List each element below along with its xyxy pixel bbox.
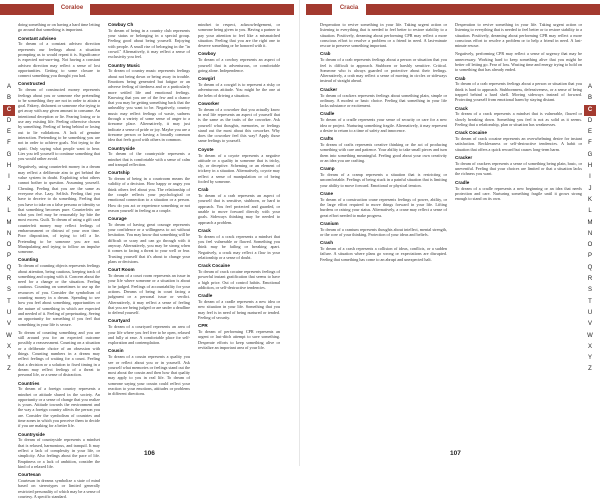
- entry-title: Crab: [198, 187, 209, 193]
- entry-body: To dream of constructed money represents feelings about you or someone else pretending to be something they are not in order to attain a goal. Fakery, dishonest or someone else trying to get away with any given amount to consume. An intentional deception or lie. Fearing losing or to use any existing life. Feeling otherwise chosen by something. Feeling of being behind or losing out to lie validations. A lack of genuine interaction. Pretending to be something you are not in order to achieve goals. Not trying to the spirit. Only saying what people want to hear. Lies you tell yourself to continue something that you would rather avoid.: [18, 87, 100, 162]
- dictionary-entry: [18, 22, 100, 33]
- alphabet-letter-p[interactable]: P: [6, 253, 11, 260]
- dictionary-entry: [198, 51, 280, 73]
- right-page-number: 107: [450, 450, 461, 457]
- alphabet-letter-y[interactable]: Y: [6, 355, 11, 362]
- entry-body: To dream of a courtyard represents an area of your life where you feel free to be open, relaxed and fully at ease. A comfortable place for self-exploration and contemplation.: [108, 324, 190, 346]
- right-alphabet-index: [584, 82, 596, 376]
- entry-title: Cowboy: [198, 51, 216, 57]
- entry-body: Negatively, performing CPR may reflect a sense of urgency that may be unnecessary. Working hard to keep something alive that you might be better off letting go. Fear of loss. Wasting time and energy trying to hold on to something that has already ended.: [455, 51, 582, 73]
- entry-body: To dream of crackers represents feelings about something plain, simple or ordinary. A modest or basic choice. Feeling that something in your life lacks substance or excitement.: [320, 92, 447, 109]
- entry-title: CPR: [198, 323, 208, 329]
- dictionary-entry: [320, 191, 447, 218]
- alphabet-letter-m[interactable]: M: [587, 219, 593, 226]
- dictionary-entry: [455, 76, 582, 103]
- text-column: [18, 22, 100, 499]
- entry-body: To dream of counting something and you are still around you for an expected outcome possibly a reassessment. Counting on a situation or a deliberate choice of an obsession with things. Counting numbers in a dream may reflect feelings of waiting for a count. Feeling that a decision or a solution to fixed timing in a dream may reflect feelings of a threat to personal life, or a sense of distraction.: [18, 329, 100, 378]
- entry-body: To dream of a crash represents a collision of ideas, conflicts, or a sudden failure. A situation where plans go wrong or expectations are disrupted. Feeling that something has come to an abrupt and unexpected halt.: [320, 245, 447, 262]
- text-column: [455, 22, 582, 437]
- entry-body: To dream of a cradle represents a new idea or new situation in your life. Something that you may feel is in need of being nurtured or tended. Feeling of security.: [198, 298, 280, 320]
- alphabet-letter-b[interactable]: B: [6, 95, 11, 102]
- entry-body: To dream of a crack represents a mindset that you feel vulnerable or flawed. Something you think may be failing or breaking apart. Negatively, a crack may reflect a flaw in your relationship or a sense of doubt.: [198, 233, 280, 260]
- alphabet-letter-h[interactable]: H: [587, 163, 593, 170]
- alphabet-letter-u[interactable]: U: [6, 309, 12, 316]
- dictionary-entry: [198, 147, 280, 185]
- dictionary-entry: [198, 76, 280, 98]
- dictionary-entry: [455, 106, 582, 128]
- entry-body: To dream of being in a country club represents your status or belonging in a special group. Feeling good about being yourself. Enjoying with people. A small rise of belonging in the "in crowd." Alternatively, it may reflect a sense of exclusivity you feel.: [108, 27, 190, 60]
- alphabet-letter-p[interactable]: P: [587, 253, 592, 260]
- entry-title: Cracker: [455, 155, 473, 161]
- entry-title: Cradle: [455, 179, 470, 185]
- entry-body: To dream of a cramp represents a situation that is restricting or uncomfortable. Feelings of being stuck in a painful situation that is limiting your ability to move forward. Emotional or physical tension.: [320, 171, 447, 188]
- dictionary-entry: [18, 330, 100, 378]
- entry-title: Courage: [108, 216, 127, 222]
- alphabet-letter-c[interactable]: C: [584, 105, 596, 116]
- entry-body: To dream of crack cocaine represents an overwhelming desire for instant satisfaction. Recklessness or self-destructive tendencies. A habit or situation that offers a quick reward but causes long-term harm.: [455, 136, 582, 152]
- alphabet-letter-e[interactable]: E: [587, 129, 592, 136]
- entry-title: Cradle: [320, 111, 335, 117]
- dictionary-entry: [18, 472, 100, 499]
- dictionary-entry: [455, 155, 582, 177]
- left-header-bar: [0, 4, 294, 15]
- alphabet-letter-q[interactable]: Q: [587, 264, 593, 271]
- alphabet-letter-k[interactable]: K: [6, 196, 11, 203]
- dictionary-entry: [18, 36, 100, 79]
- alphabet-letter-k[interactable]: K: [587, 196, 592, 203]
- dictionary-entry: [198, 187, 280, 225]
- dictionary-entry: [108, 22, 190, 60]
- entry-title: Crack Cocaine: [455, 130, 487, 136]
- entry-title: Cowbuy Ch: [108, 22, 134, 27]
- alphabet-letter-b[interactable]: B: [587, 95, 592, 102]
- alphabet-letter-z[interactable]: Z: [588, 366, 592, 373]
- text-column: [198, 22, 280, 437]
- alphabet-letter-d[interactable]: D: [587, 117, 593, 124]
- entry-body: To dream of a constant adviseo direction represents our feelings about a situation prompting us to would repeat it is. Significance is expected not-sure-ing. Not having a constant adviseo direction may reflect a sense of lost opportunities. Getting to some closure to connect something you thought you had.: [18, 41, 100, 79]
- alphabet-letter-a[interactable]: A: [587, 84, 592, 90]
- entry-body: Desperation to revive something in your life. Taking urgent action or listening to everything that is needed to feel better to restore stability to a situation. Positively, dreaming about performing CPR may reflect a more conscious effort to resolve a problem or a friend in need. A last-minute rescue to preserve something important.: [320, 22, 447, 49]
- alphabet-letter-w[interactable]: W: [6, 332, 12, 339]
- alphabet-letter-v[interactable]: V: [6, 321, 11, 328]
- entry-body: To dream of a crab represents an aspect of yourself that is sensitive, stubborn, or hard to approach. You feel protected and guarded, or unable to move forward directly with your goals. Sideways thinking may be needed to approach a problem.: [198, 193, 280, 225]
- alphabet-letter-h[interactable]: H: [6, 163, 12, 170]
- dictionary-entry: [108, 318, 190, 345]
- text-column: [320, 22, 447, 437]
- dictionary-entry: [320, 87, 447, 109]
- entry-body: To dream of a crab represents feelings about a person or situation that you feel is difficult to approach. Stubborn or harshly sensitive. Critical. Someone who is always guarded or protective about their feelings. Alternatively, a crab may reflect a sense of moving in circles or sideways instead of straight ahead.: [320, 57, 447, 84]
- entry-title: Country Music: [108, 62, 140, 68]
- alphabet-letter-g[interactable]: G: [6, 151, 12, 158]
- entry-body: To dream of a foreign country represents a mindset or attitude shared in the society. An opportunity or a sense of change that you realize is yours. Attitude towards the environment and the way a foreign country affects the person you are. Consider the symbolism of countries and time zones in which you perceive them to decide if you are making for a better life.: [18, 386, 100, 429]
- dictionary-entry: [18, 81, 100, 161]
- alphabet-letter-j[interactable]: J: [7, 185, 11, 192]
- right-header-title: Cracia: [339, 5, 359, 11]
- dictionary-entry: [108, 146, 190, 168]
- entry-body: To dream of a cradle represents your sense of security or care for a new idea or project. Nurturing something fragile. Alternatively, it may represent a desire to return to a time of safety and innocence.: [320, 117, 447, 133]
- entry-body: To dream of a coyote represents a negative attitude or a quality in someone that is tricky, sly, or deceptive. Scheming or an element of trickery in a situation. Alternatively, coyote may reflect a sense of manipulation or of being fooled by someone.: [198, 152, 280, 185]
- alphabet-letter-w[interactable]: W: [587, 332, 593, 339]
- dictionary-entry: [455, 180, 582, 202]
- dictionary-entry: [320, 221, 447, 237]
- alphabet-letter-l[interactable]: L: [7, 208, 11, 215]
- dictionary-entry: [455, 22, 582, 48]
- entry-title: Constant adviseo: [18, 35, 57, 41]
- entry-title: Crack: [455, 105, 468, 111]
- alphabet-letter-z[interactable]: Z: [7, 366, 11, 373]
- entry-title: Cracker: [320, 86, 338, 92]
- alphabet-letter-g[interactable]: G: [587, 151, 593, 158]
- alphabet-letter-o[interactable]: O: [587, 242, 593, 249]
- entry-body: To dream of having great courage represents your confidence or a willingness to act without hesitation. You may know that something will be difficult or scary and can go through with it anyway. Alternatively, you may be strong when it comes to facing a threat to your well or fear. Trusting yourself that it's about to change your plans or decisions.: [108, 221, 191, 264]
- entry-body: To dream of being in a courtroom means the validity of a decision. How happy or angry you think others feel about you. The relationship of the couple reflects your psychological or emotional connection to a situation or a person. How do you act or experience something or not reason yourself in feeling as a couple.: [108, 176, 190, 213]
- dictionary-entry: [198, 293, 280, 320]
- entry-title: Cranium: [320, 220, 339, 226]
- entry-body: To dream of a cousin represents a quality you see or reflect about you or in yourself. Ask yourself what memories or feelings stand out the most about the cousin and then how that quality may apply to you in real life. To dream of someone saying your cousin could reflect your reaction to your emotions, attitudes or problems in different directions.: [108, 354, 190, 397]
- entry-body: To dream of counting objects represents feelings about attention, being cautious, keeping track of something and coping with it. Concern about the need for a change or the situation. Feeling cautious. Counting on sometimes to use up the resources of you. Consider the symbolism of counting money in a dream. Spending to see how you feel about something, opportunities or the nature of something in which are expected and needed of it. Feeling of perpetuating. Seeing an opportunity for something if you feel that something in your life is secure.: [18, 263, 100, 327]
- entry-body: To dream of country music represents feelings about not being down or being away in trouble. Emotions being generated but fatigue or an adverse feeling of tiredness and or a particularly more settled life and emotional feelings. Knowing that you are of the few and a chance that you may be getting something back that the unhealthy you want to be. Negatively, country music may reflect feelings of waste, sadness through a variety of some sense of anger to a tiresome place. Alternatively, it may just indicate a sense of pride or joy. Maybe you are a tiresome person or having a broadly common idea that feels good with others in common.: [108, 68, 190, 143]
- alphabet-letter-v[interactable]: V: [587, 321, 592, 328]
- entry-body: To dream of performing CPR represents an urgent or last-ditch attempt to save something. Desperate efforts to keep something alive or revitalize an important area of your life.: [198, 328, 280, 350]
- dictionary-entry: [108, 63, 190, 143]
- alphabet-letter-l[interactable]: L: [588, 208, 592, 215]
- alphabet-letter-x[interactable]: X: [6, 343, 11, 350]
- alphabet-letter-t[interactable]: T: [588, 298, 592, 305]
- alphabet-letter-u[interactable]: U: [587, 309, 593, 316]
- right-header-tab: [332, 4, 366, 15]
- alphabet-letter-x[interactable]: X: [587, 343, 592, 350]
- alphabet-letter-r[interactable]: R: [587, 276, 593, 283]
- dictionary-entry: [198, 323, 280, 350]
- alphabet-letter-f[interactable]: F: [588, 140, 592, 147]
- dictionary-entry: [455, 51, 582, 72]
- entry-title: Countryside: [108, 145, 135, 151]
- entry-body: To dream of a crab represents feelings about a person or situation that you think is hard to approach. Stubbornness, defensiveness, or a sense of being trapped behind a hard shell. Moving sideways instead of forward. Protecting yourself from emotional harm by staying distant.: [455, 81, 582, 103]
- entry-body: Negatively, using counterfeit money in a dream may reflect a deliberate aim to get behind the value system in doubt. Exploiting what others cannot bother to question. Assuming yourself. Cheating. Feeling that you are the same as everyone else. Lazy. Selfish. Feeling that you have to deceive to do something. Feeling that you have to take on a false persona or identity so that something becomes pure. Counterfeits are what you feel may be reasonably lay bite the most excess. Guilt. To dream of using a gift card counterfeit money may reflect feelings of embarrassment or distrust of your own time. Poor disposition, of trying to tell a lie. Pretending to be someone you are not. Manipulating and trying to follow an impulse someone.: [18, 164, 100, 255]
- alphabet-letter-j[interactable]: J: [588, 185, 592, 192]
- entry-body: To dream of a cowboy represents an aspect of yourself that is adventurous, or comfortable going alone. Independence.: [198, 57, 280, 73]
- right-columns: [320, 22, 582, 437]
- alphabet-letter-i[interactable]: I: [589, 174, 591, 181]
- entry-body: To dream of crackers represents a sense of something being plain, basic, or uneventful. Feeling that your choices are limited or that a situation lacks the richness you want.: [455, 160, 582, 177]
- entry-title: Court Room: [108, 267, 135, 273]
- entry-body: To dream of a construction crane represents feelings of power, ability, or the large effort required to move things forward in your life. Lifting burdens or raising your status. Alternatively, a crane may reflect a sense of great effort needed to make progress.: [320, 196, 447, 218]
- dictionary-entry: [18, 381, 100, 429]
- dictionary-entry: [320, 136, 447, 163]
- alphabet-letter-o[interactable]: O: [6, 242, 12, 249]
- entry-body: To dream of crafts represents creative thinking or the act of producing something with care and patience. Your ability to take small pieces and turn them into something meaningful. Feeling good about your own creativity or an idea you are crafting.: [320, 141, 447, 163]
- dictionary-entry: [198, 263, 280, 290]
- left-alphabet-index: [3, 82, 15, 376]
- entry-title: Countryside: [18, 431, 45, 437]
- entry-title: Countries: [18, 380, 40, 386]
- entry-body: To dream of countryside represents a mindset that is relaxed, harmonious, and tranquil. It may reflect a lack of complexity in your life, or simplicity. Also feelings about the pace of life. Emptiness or a lack of ambition, consider the kind of a relaxed life.: [18, 437, 100, 469]
- alphabet-letter-y[interactable]: Y: [587, 355, 592, 362]
- dictionary-entry: [18, 432, 100, 470]
- left-page-number: 106: [144, 450, 155, 457]
- alphabet-letter-t[interactable]: T: [7, 298, 11, 305]
- dictionary-entry: [320, 51, 447, 83]
- dictionary-entry: [455, 130, 582, 152]
- alphabet-letter-n[interactable]: N: [587, 230, 593, 237]
- entry-title: Crab: [320, 51, 331, 57]
- entry-title: Crane: [320, 190, 334, 196]
- left-header-tab: [54, 4, 90, 15]
- entry-body: To dream of the countryside represents a mindset that is comfortable with a sense of calm and tranquil reflection.: [108, 151, 190, 167]
- alphabet-letter-m[interactable]: M: [6, 219, 12, 226]
- alphabet-letter-d[interactable]: D: [6, 117, 12, 124]
- entry-title: Cradle: [198, 293, 213, 299]
- alphabet-letter-a[interactable]: A: [6, 84, 11, 90]
- entry-body: Desperation to revive something in your life. Taking urgent action or listening to everything that is needed to feel better or to restore stability to a situation. Positively, dreaming about performing CPR may reflect a more conscious effort to resolve a problem or to help a friend in need. A last-minute rescue.: [455, 22, 582, 49]
- entry-title: Coworker: [198, 100, 220, 106]
- entry-title: Courtyard: [108, 318, 130, 324]
- right-header-bar: [306, 4, 600, 15]
- dictionary-entry: [18, 164, 100, 254]
- entry-body: To dream of a cradle represents a new beginning or an idea that needs protection and care. Nurturing something fragile until it grows strong enough to stand on its own.: [455, 185, 582, 202]
- dictionary-entry: [18, 257, 100, 326]
- dictionary-entry: [198, 228, 280, 260]
- dictionary-entry: [320, 240, 447, 262]
- entry-body: Courtesan in dreams symbolize a state of mind based on stereotypes or limited generally restricted personality of which may be a sense of courtesy. A specific standard.: [18, 478, 100, 499]
- entry-title: Counting: [18, 257, 39, 263]
- text-column: [108, 22, 190, 437]
- entry-title: Crab: [455, 75, 466, 81]
- entry-body: doing something or on having a hard time letting go around that something is important.: [18, 22, 100, 33]
- right-page: [300, 0, 600, 466]
- entry-title: Cramp: [320, 166, 335, 172]
- alphabet-letter-r[interactable]: R: [6, 276, 12, 283]
- alphabet-letter-c[interactable]: C: [3, 105, 15, 116]
- dictionary-entry: [320, 166, 447, 188]
- dictionary-entry: [320, 22, 447, 48]
- dictionary-entry: [108, 267, 190, 315]
- dictionary-entry: [320, 111, 447, 133]
- entry-title: Cousin: [108, 348, 124, 354]
- alphabet-letter-f[interactable]: F: [7, 140, 11, 147]
- entry-title: Coyote: [198, 146, 214, 152]
- entry-body: To dream of a court room represents an issue in your life where someone or a situation is about to be judged. Feelings of accountability for your actions. Dreams of being in court facing a judgment or a personal issue or verdict. Alternatively, it may reflect a sense of feeling that you are being judged or are under a deadline to defend yourself.: [108, 273, 190, 316]
- entry-title: Courtship: [108, 170, 130, 176]
- alphabet-letter-s[interactable]: S: [587, 287, 592, 294]
- entry-title: Crack Cocaine: [198, 263, 230, 269]
- entry-title: Crash: [320, 240, 334, 246]
- alphabet-letter-i[interactable]: I: [8, 174, 10, 181]
- dictionary-entry: [108, 216, 190, 264]
- entry-title: Crafts: [320, 136, 334, 142]
- entry-title: Courtesan: [18, 472, 41, 478]
- dictionary-entry: [108, 170, 190, 213]
- entry-title: Constructed: [18, 81, 46, 87]
- entry-body: mindset to respect, acknowledgement, or someone being given to you. Having a partner to pay your attention to feel like a mismatched situation. Feeling that you are the right one to deserve something or be honored with it.: [198, 22, 280, 49]
- dictionary-entry: [108, 348, 190, 396]
- alphabet-letter-q[interactable]: Q: [6, 264, 12, 271]
- alphabet-letter-e[interactable]: E: [6, 129, 11, 136]
- dictionary-entry: [198, 101, 280, 144]
- left-header-title: Coraloe: [60, 5, 84, 11]
- entry-body: To dream of a cowgirl is to represent a risky or adventurous attitude. You might be the one at the helm of driving a situation.: [198, 81, 280, 98]
- entry-body: To dream of a crack represents a mindset that is vulnerable, flawed or slowly breaking down. Something you feel is not as solid as it seems. Feeling that a relationship, plan or situation has weaknesses.: [455, 111, 582, 128]
- entry-title: Cowgirl: [198, 76, 215, 82]
- alphabet-letter-s[interactable]: S: [6, 287, 11, 294]
- entry-body: To dream of a coworker that you actually know in real life represents an aspect of yourself that is the same as the traits of the coworker. Ask yourself what thoughts, memories, or feelings stand out the most about this coworker. Why does the coworker feel this way? Apply those same feelings to yourself.: [198, 106, 280, 144]
- entry-body: To dream of a cranium represents thoughts about intellect, mental strength, or the core of your thinking. Protection of your ideas and beliefs.: [320, 226, 447, 237]
- entry-body: To dream of crack cocaine represents feelings of powerful instant gratification that seems to have a high price. Out of control habits. Emotional addiction, or self-destructive tendencies.: [198, 268, 280, 290]
- dictionary-entry: [198, 22, 280, 48]
- alphabet-letter-n[interactable]: N: [6, 230, 12, 237]
- entry-title: Crack: [198, 227, 211, 233]
